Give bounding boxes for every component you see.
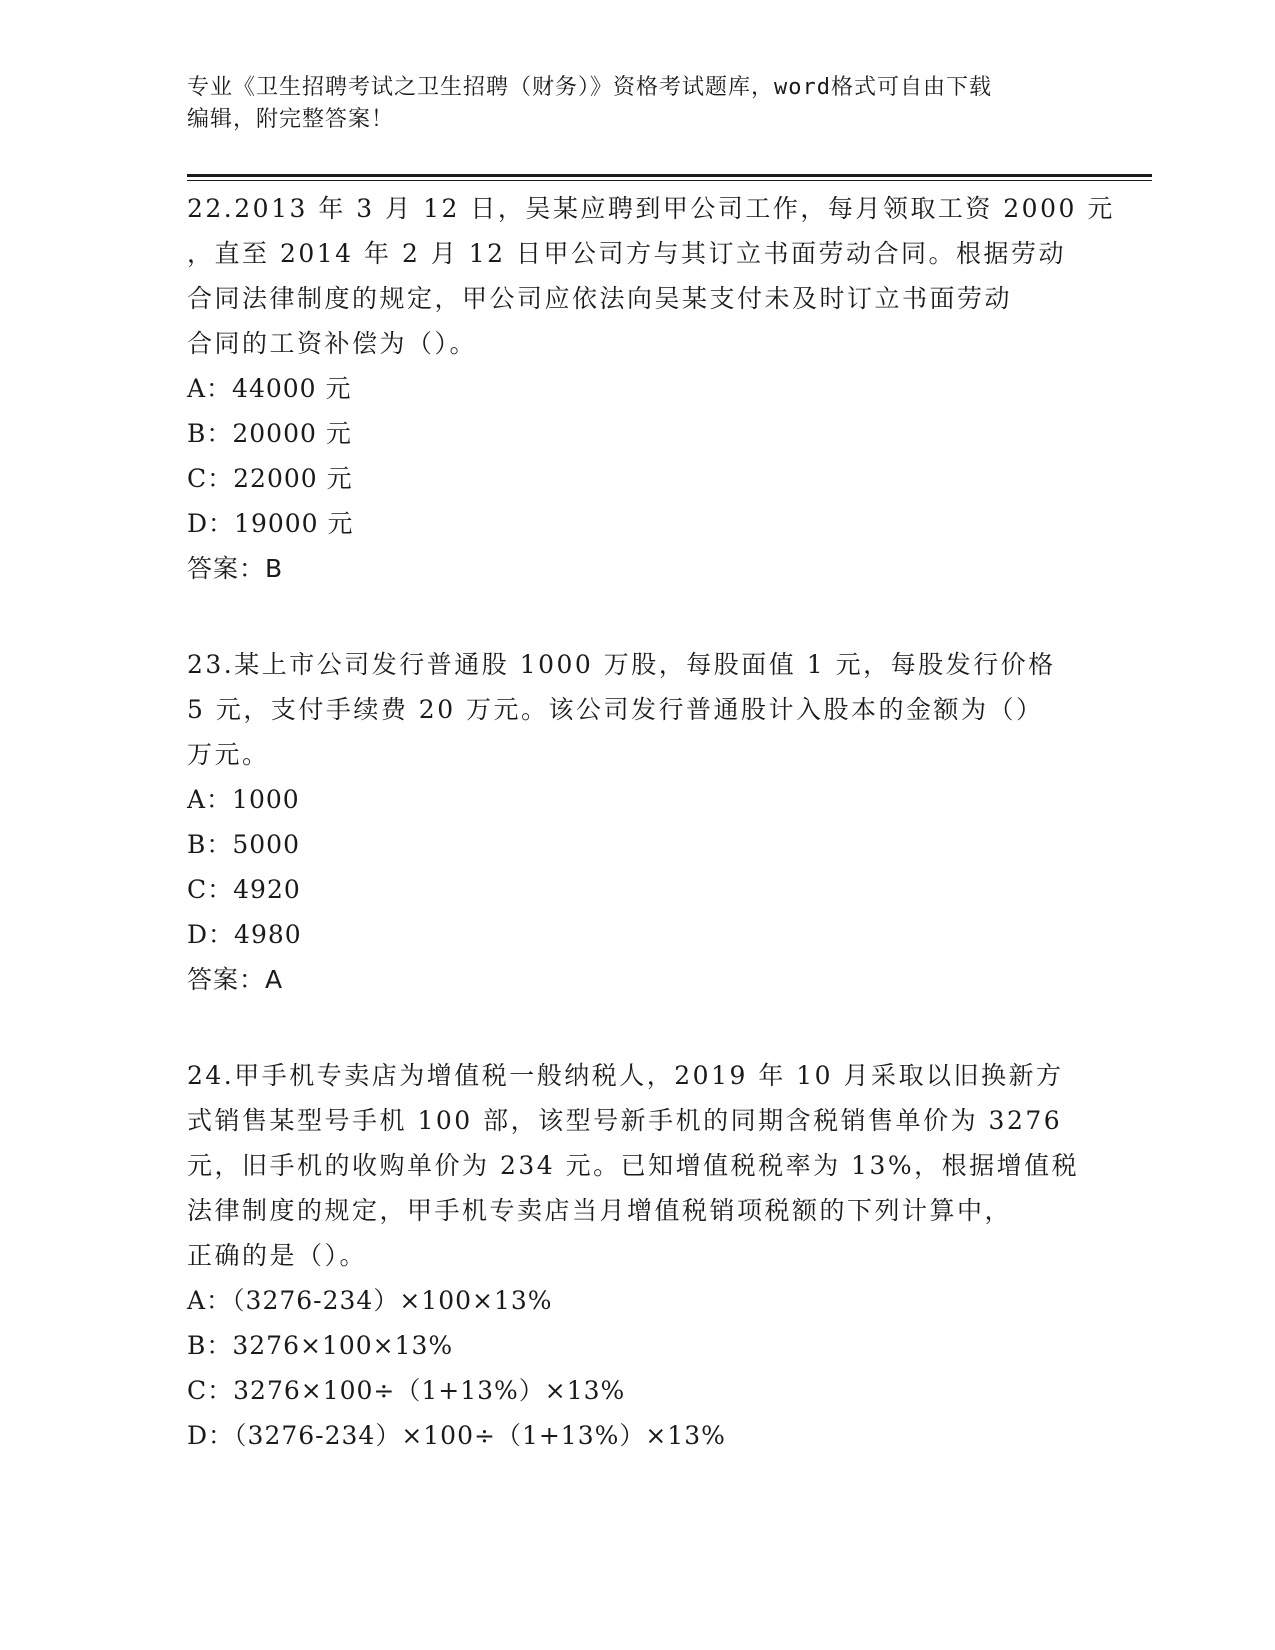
header-divider-thin	[187, 180, 1152, 181]
header-line-1: 专业《卫生招聘考试之卫生招聘（财务）》资格考试题库，word格式可自由下载	[187, 75, 992, 100]
question-23	[187, 642, 1077, 1002]
stem-line: 5 元，支付手续费 20 万元。该公司发行普通股计入股本的金额为（）	[187, 695, 1044, 724]
option-b: B：20000 元	[187, 419, 352, 448]
document-header	[187, 72, 1067, 136]
stem-line: 合同法律制度的规定，甲公司应依法向吴某支付未及时订立书面劳动	[187, 284, 1013, 313]
header-line-2: 编辑，附完整答案！	[187, 107, 395, 132]
question-22	[187, 186, 1115, 591]
option-a: A：（3276-234）×100×13%	[187, 1286, 553, 1315]
stem-line: 23.某上市公司发行普通股 1000 万股，每股面值 1 元，每股发行价格	[187, 650, 1056, 679]
stem-line: 式销售某型号手机 100 部，该型号新手机的同期含税销售单价为 3276	[187, 1106, 1063, 1135]
option-a: A：1000	[187, 785, 300, 814]
stem-line: 正确的是（）。	[187, 1241, 368, 1270]
option-c: C：4920	[187, 875, 301, 904]
stem-line: 24.甲手机专卖店为增值税一般纳税人，2019 年 10 月采取以旧换新方	[187, 1061, 1064, 1090]
option-b: B：5000	[187, 830, 300, 859]
option-d: D：（3276-234）×100÷（1+13%）×13%	[187, 1421, 726, 1450]
option-b: B：3276×100×13%	[187, 1331, 454, 1360]
stem-line: 法律制度的规定，甲手机专卖店当月增值税销项税额的下列计算中，	[187, 1196, 1013, 1225]
option-c: C：3276×100÷（1+13%）×13%	[187, 1376, 626, 1405]
stem-line: ，直至 2014 年 2 月 12 日甲公司方与其订立书面劳动合同。根据劳动	[187, 239, 1067, 268]
option-a: A：44000 元	[187, 374, 352, 403]
question-stem	[187, 186, 1115, 366]
stem-line: 元，旧手机的收购单价为 234 元。已知增值税税率为 13%，根据增值税	[187, 1151, 1080, 1180]
question-stem	[187, 642, 1077, 777]
header-divider-thick	[187, 174, 1152, 177]
option-d: D：4980	[187, 920, 302, 949]
stem-line: 合同的工资补偿为（）。	[187, 329, 478, 358]
answer-line: 答案：A	[187, 965, 284, 994]
option-d: D：19000 元	[187, 509, 354, 538]
answer-line: 答案：B	[187, 554, 284, 583]
question-stem	[187, 1053, 1080, 1278]
option-c: C：22000 元	[187, 464, 353, 493]
stem-line: 22.2013 年 3 月 12 日，吴某应聘到甲公司工作，每月领取工资 2000 元	[187, 194, 1115, 223]
question-24	[187, 1053, 1080, 1458]
stem-line: 万元。	[187, 740, 270, 769]
